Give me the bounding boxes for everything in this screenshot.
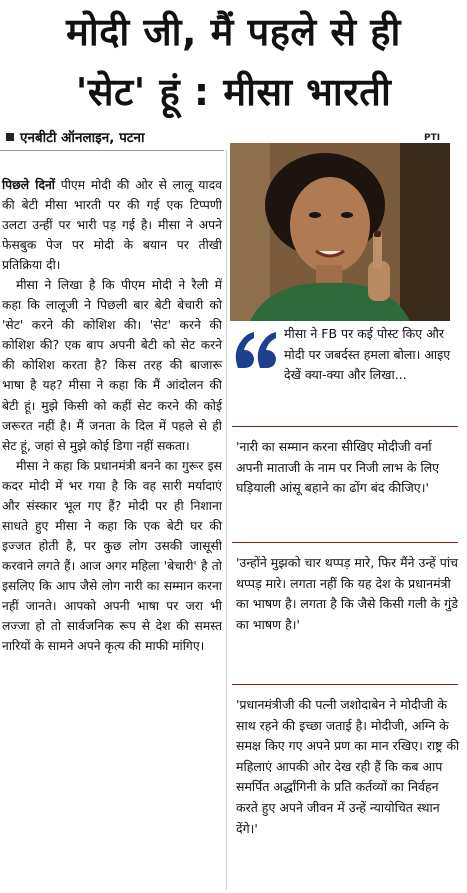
article-p1-text: पीएम मोदी की ओर से लालू यादव की बेटी मीसा भारती पर की गई एक टिप्पणी उलटा उन्हीं पर भारी पड़ गई है। मीसा ने अपने फेसबुक पेज पर मोदी के बयान पर तीखी प्रतिक्रिया दी। [2,178,222,273]
photo-credit: PTI [424,133,441,143]
quote-mark-icon [232,330,278,370]
article-paragraph-2: मीसा ने लिखा है कि पीएम मोदी ने रैली में कहा कि लालूजी ने पिछली बार बेटी बेचारी को 'सेट' करने की कोशिश की। 'सेट' करने की कोशिश की? एक बाप अपनी बेटी को सेट करने की कोशिश करता है? किस तरह की बाजारू भाषा है यह? मीसा ने कहा कि मैं आंदोलन की बेटी हूं। मुझे किसी को कहीं सेट करने की कोई जरूरत नहीं है। मैं जनता के दिल में पहले से ही सेट हूं, जहां से मुझे कोई डिगा नहीं सकता। [2,278,222,453]
sidebar-separator [232,542,458,543]
column-divider [226,150,227,890]
headline-line-2: 'सेट' हूं : मीसा भारती [75,70,392,114]
news-photo [230,143,450,321]
article-body [2,175,222,656]
portrait-illustration [230,143,450,321]
headline [0,2,467,122]
sidebar-separator [232,426,458,427]
sidebar-quote-3: 'प्रधानमंत्रीजी की पत्नी जशोदाबेन ने मोदीजी के साथ रहने की इच्छा जताई है। मोदीजी, अग्नि के समक्ष किए गए अपने प्रण का मान रखिए। राष्ट्र की महिलाएं आपकी ओर देख रही हैं कि कब आप समर्पित अर्द्धांगिनी के प्रति कर्तव्यों का निर्वहन करते हुए अपने जीवन में उन्हें न्यायोचित स्थान देंगे।' [236,697,460,836]
article-paragraph-1 [2,175,222,275]
article-paragraph-3: मीसा ने कहा कि प्रधानमंत्री बनने का गुरूर इस कदर मोदी में भर गया है कि वह सारी मर्यादाएं और संस्कार भूल गए हैं? मोदी पर ही निशाना साधते हुए मीसा ने कहा कि एक बेटी घर की इज्जत होती है, पर कुछ लोग उसकी जासूसी करवाने लगते हैं। आज अगर महिला 'बेचारी' है तो इसलिए कि आप जैसे लोग नारी का सम्मान करना नहीं जानते। आपको अपनी भाषा पर जरा भी लज्जा हो तो सार्वजनिक रूप से देश की समस्त नारियों के सामने अपने कृत्य की माफी मांगिए। [2,458,222,654]
byline-text: एनबीटी ऑनलाइन, पटना [20,130,145,146]
byline-rule [0,150,224,151]
sidebar-separator [232,684,458,685]
sidebar-quote-2: 'उन्होंने मुझको चार थप्पड़ मारे, फिर मैंने उन्हें पांच थप्पड़ मारे। लगता नहीं कि यह देश के प्रधानमंत्री का भाषण है। लगता है कि जैसे किसी गली के गुंडे का भाषण है।' [236,555,458,632]
sidebar-intro: मीसा ने FB पर कई पोस्ट किए और मोदी पर जबर्दस्त हमला बोला। आइए देखें क्या-क्या और लिखा... [284,326,451,382]
sidebar-quote-1: 'नारी का सम्मान करना सीखिए मोदीजी वर्ना अपनी माताजी के नाम पर निजी लाभ के लिए घड़ियाली आंसू बहाने का ढोंग बंद कीजिए।' [236,439,440,496]
byline [6,128,145,146]
headline-line-1: मोदी जी, मैं पहले से ही [66,10,401,54]
bullet-square-icon [6,133,14,141]
article-lead: पिछले दिनों [2,178,55,192]
